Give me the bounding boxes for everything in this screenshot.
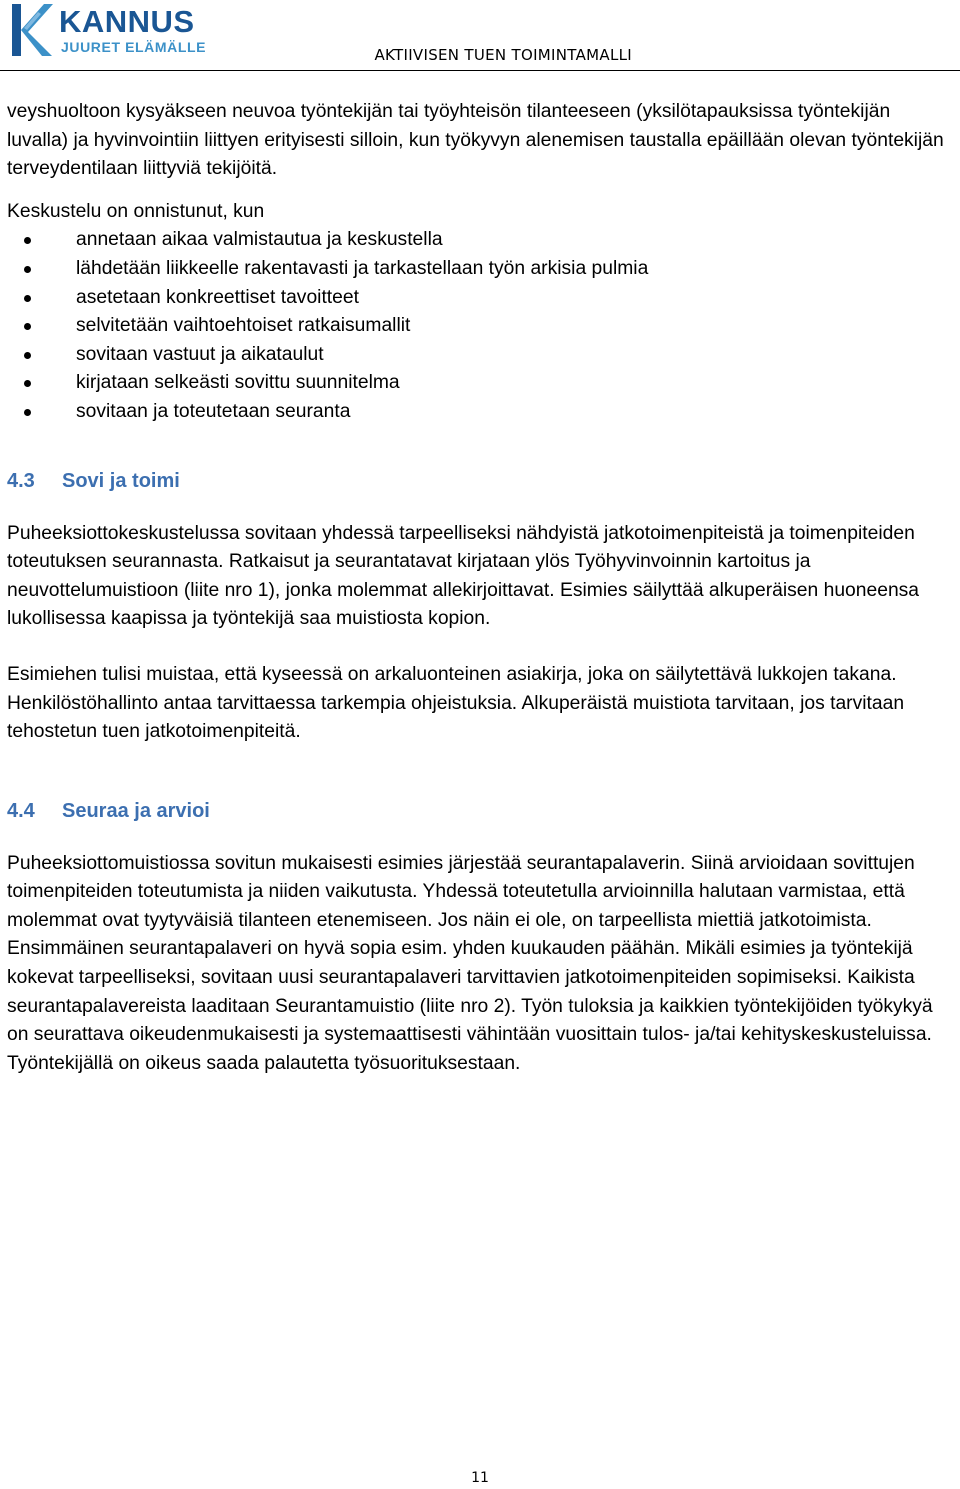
section-number: 4.4 bbox=[7, 799, 35, 822]
section-number: 4.3 bbox=[7, 469, 35, 492]
list-item-text: lähdetään liikkeelle rakentavasti ja tarkastellaan työn arkisia pulmia bbox=[76, 257, 649, 279]
list-item bbox=[7, 255, 952, 284]
section-title: Sovi ja toimi bbox=[62, 469, 180, 492]
section-heading-4-3 bbox=[7, 467, 952, 495]
list-intro: Keskustelu on onnistunut, kun bbox=[7, 200, 265, 222]
page-header bbox=[0, 0, 960, 76]
section-4-3-paragraph-2: Esimiehen tulisi muistaa, että kyseessä on arkaluonteinen asiakirja, joka on säilytettävä lukkojen takana. Henkilöstöhallinto antaa tarvittaessa tarkempia ohjeistuksia. Alkuperäistä muistiota tarvitaan, jos tarvitaan tehostetun tuen jatkotoimenpiteitä. bbox=[7, 663, 905, 743]
section-heading-4-4 bbox=[7, 797, 952, 825]
page-content bbox=[7, 98, 952, 1078]
bullet-icon bbox=[24, 352, 31, 359]
list-item bbox=[7, 226, 952, 255]
section-4-4-paragraph-1: Puheeksiottomuistiossa sovitun mukaisesti esimies järjestää seurantapalaverin. Siinä arvioidaan sovittujen toimenpiteiden toteutumista ja niiden vaikutusta. Yhdessä toteutetulla arvioinnilla halutaan varmistaa, että molemmat ovat tyytyväisiä tilanteen etenemiseen. Jos näin ei ole, on tarpeellista miettiä jatkotoimista. Ensimmäinen seurantapalaveri on hyvä sopia esim. yhden kuukauden päähän. Mikäli esimies ja työntekijä kokevat tarpeelliseksi, sovitaan uusi seurantapalaveri tarvittavien jatkotoimenpiteiden sopimiseksi. Kaikista seurantapalavereista laaditaan Seurantamuistio (liite nro 2). Työn tuloksia ja kaikkien työntekijöiden työkykyä on seurattava oikeudenmukaisesti ja systemaattisesti vähintään vuosittain tulos- ja/tai kehityskeskusteluissa. Työntekijällä on oikeus saada palautetta työsuorituksestaan. bbox=[7, 852, 933, 1074]
list-item-text: sovitaan vastuut ja aikataulut bbox=[76, 343, 324, 365]
list-item-text: kirjataan selkeästi sovittu suunnitelma bbox=[76, 372, 400, 394]
bullet-icon bbox=[24, 237, 31, 244]
section-4-3-paragraph-1: Puheeksiottokeskustelussa sovitaan yhdessä tarpeelliseksi nähdyistä jatkotoimenpiteistä ja toimenpiteiden toteutuksen seurannasta. Ratkaisut ja seurantatavat kirjataan ylös Työhyvinvoinnin kartoitus ja neuvottelumuistioon (liite nro 1), jonka molemmat allekirjoittavat. Esimies säilyttää alkuperäisen huoneensa lukollisessa kaapissa ja työntekijä saa muistiosta kopion. bbox=[7, 522, 920, 630]
list-item bbox=[7, 312, 952, 341]
list-item bbox=[7, 284, 952, 313]
continued-paragraph: veyshuoltoon kysyäkseen neuvoa työntekijän tai työyhteisön tilanteeseen (yksilötapauksissa työntekijän luvalla) ja hyvinvointiin liittyen erityisesti silloin, kun työkyvyn alenemisen taustalla epäillään olevan työntekijän terveydentilaan liittyviä tekijöitä. bbox=[7, 101, 944, 180]
bullet-icon bbox=[24, 295, 31, 302]
list-item-text: selvitetään vaihtoehtoiset ratkaisumallit bbox=[76, 315, 411, 337]
list-item bbox=[7, 369, 952, 398]
bullet-icon bbox=[24, 409, 31, 416]
success-criteria-list bbox=[7, 226, 952, 426]
header-divider bbox=[0, 70, 960, 71]
bullet-icon bbox=[24, 266, 31, 273]
page-number: 11 bbox=[471, 1470, 489, 1486]
logo-wordmark: KANNUS bbox=[59, 4, 195, 39]
logo-tagline: JUURET ELÄMÄLLE bbox=[61, 39, 207, 55]
bullet-icon bbox=[24, 323, 31, 330]
kannus-logo bbox=[8, 2, 208, 60]
list-item bbox=[7, 341, 952, 370]
document-header-title: AKTIIVISEN TUEN TOIMINTAMALLI bbox=[374, 46, 632, 64]
kannus-logo-icon bbox=[8, 2, 54, 58]
list-item-text: sovitaan ja toteutetaan seuranta bbox=[76, 400, 351, 422]
bullet-icon bbox=[24, 380, 31, 387]
list-item-text: asetetaan konkreettiset tavoitteet bbox=[76, 286, 359, 308]
section-title: Seuraa ja arvioi bbox=[62, 799, 210, 822]
list-item bbox=[7, 398, 952, 427]
list-item-text: annetaan aikaa valmistautua ja keskustella bbox=[76, 229, 443, 251]
